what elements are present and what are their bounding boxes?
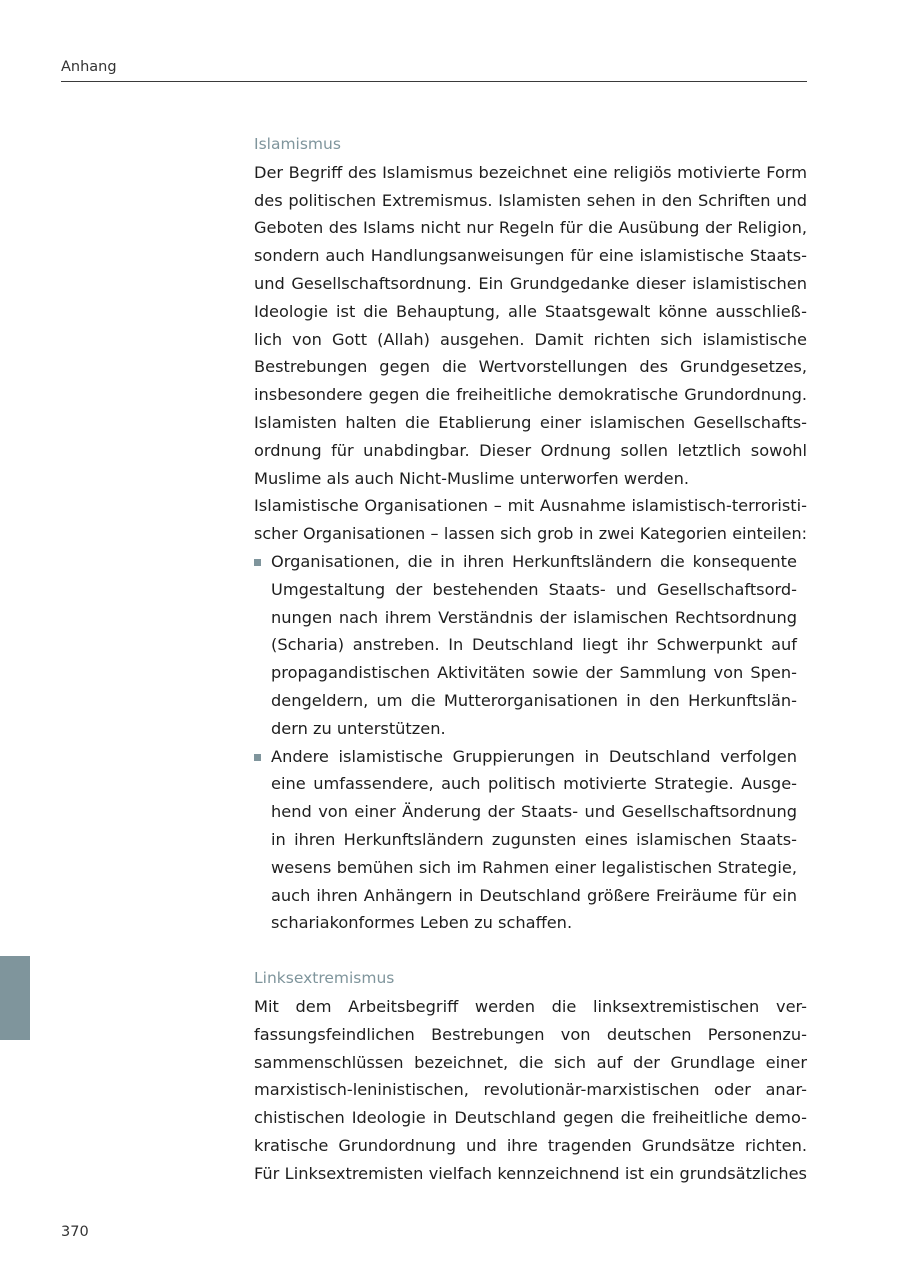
text-line: schariakonformes Leben zu schaffen. <box>271 913 573 933</box>
paragraph-islamismus-categories <box>254 492 807 548</box>
text-line: Bestrebungen gegen die Wertvorstellungen des Grundgesetzes, <box>254 357 807 377</box>
text-line: fassungsfeindlichen Bestrebungen von deutschen Personenzu- <box>254 1024 807 1044</box>
text-line: Für Linksextremisten vielfach kennzeichnend ist ein grundsätzliches <box>254 1163 807 1183</box>
section-heading-islamismus: Islamismus <box>254 135 341 153</box>
main-content <box>254 131 807 1187</box>
text-line: kratische Grundordnung und ihre tragenden Grundsätze richten. <box>254 1135 807 1155</box>
text-line: Islamistische Organisationen – mit Ausnahme islamistisch-terroristi- <box>254 496 807 516</box>
category-list <box>254 548 807 937</box>
section-spacer <box>254 937 807 965</box>
text-line: scher Organisationen – lassen sich grob in zwei Kategorien einteilen: <box>254 524 807 544</box>
text-line: sondern auch Handlungsanweisungen für eine islamistische Staats- <box>254 246 807 266</box>
text-line: hend von einer Änderung der Staats- und Gesellschaftsordnung <box>271 802 797 822</box>
text-line: und Gesellschaftsordnung. Ein Grundgedanke dieser islamistischen <box>254 273 807 293</box>
page-number: 370 <box>61 1224 89 1240</box>
list-item <box>254 743 797 938</box>
text-line: eine umfassendere, auch politisch motivierte Strategie. Ausge- <box>271 774 797 794</box>
text-line: propagandistischen Aktivitäten sowie der Sammlung von Spen- <box>271 663 797 683</box>
text-line: Muslime als auch Nicht-Muslime unterworfen werden. <box>254 468 690 488</box>
text-line: Andere islamistische Gruppierungen in Deutschland verfolgen <box>271 746 797 766</box>
text-line: Organisationen, die in ihren Herkunftsländern die konsequente <box>271 551 797 571</box>
text-line: wesens bemühen sich im Rahmen einer legalistischen Strategie, <box>271 857 797 877</box>
section-tab-marker <box>0 956 30 1040</box>
square-bullet-icon <box>254 754 261 761</box>
list-item <box>254 548 797 743</box>
paragraph-islamismus-definition <box>254 159 807 493</box>
text-line: marxistisch-leninistischen, revolutionär-marxistischen oder anar- <box>254 1080 807 1100</box>
text-line: Umgestaltung der bestehenden Staats- und Gesellschaftsord- <box>271 579 797 599</box>
text-line: chistischen Ideologie in Deutschland gegen die freiheitliche demo- <box>254 1108 807 1128</box>
text-line: ordnung für unabdingbar. Dieser Ordnung sollen letztlich sowohl <box>254 440 807 460</box>
text-line: Mit dem Arbeitsbegriff werden die linksextremistischen ver- <box>254 996 807 1016</box>
square-bullet-icon <box>254 559 261 566</box>
text-line: lich von Gott (Allah) ausgehen. Damit richten sich islamistische <box>254 329 807 349</box>
text-line: dern zu unterstützen. <box>271 718 446 738</box>
text-line: Der Begriff des Islamismus bezeichnet eine religiös motivierte Form <box>254 162 807 182</box>
text-line: auch ihren Anhängern in Deutschland größere Freiräume für ein <box>271 885 797 905</box>
section-heading-linksextremismus: Linksextremismus <box>254 969 395 988</box>
text-line: des politischen Extremismus. Islamisten sehen in den Schriften und <box>254 190 807 210</box>
text-line: sammenschlüssen bezeichnet, die sich auf der Grundlage einer <box>254 1052 807 1072</box>
paragraph-linksextremismus-definition <box>254 993 807 1188</box>
text-line: Islamisten halten die Etablierung einer islamischen Gesellschafts- <box>254 412 807 432</box>
text-line: in ihren Herkunftsländern zugunsten eines islamischen Staats- <box>271 829 797 849</box>
page-header <box>61 57 807 82</box>
text-line: (Scharia) anstreben. In Deutschland liegt ihr Schwerpunkt auf <box>271 635 797 655</box>
header-title: Anhang <box>61 59 117 75</box>
text-line: Geboten des Islams nicht nur Regeln für die Ausübung der Religion, <box>254 218 807 238</box>
text-line: nungen nach ihrem Verständnis der islamischen Rechtsordnung <box>271 607 797 627</box>
text-line: insbesondere gegen die freiheitliche demokratische Grundordnung. <box>254 385 807 405</box>
text-line: dengeldern, um die Mutterorganisationen in den Herkunftslän- <box>271 690 797 710</box>
text-line: Ideologie ist die Behauptung, alle Staatsgewalt könne ausschließ- <box>254 301 807 321</box>
